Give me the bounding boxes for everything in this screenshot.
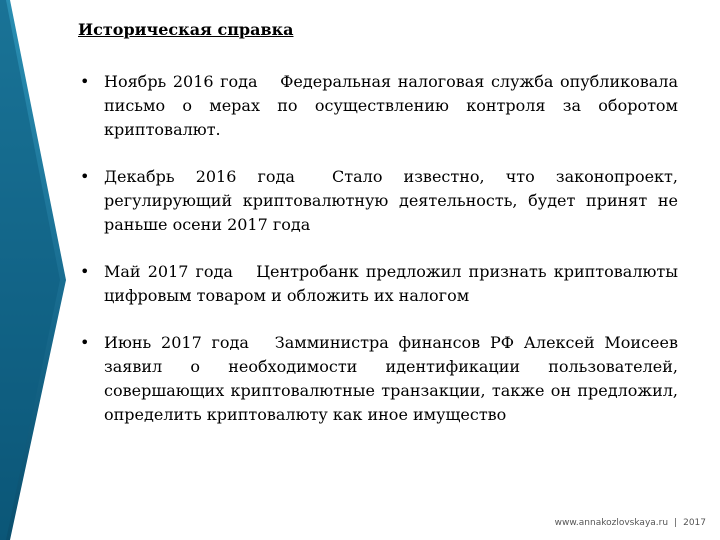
footer-year: 2017 [683,518,706,528]
bullet-date: Май 2017 года [104,262,233,281]
bullet-text: Федеральная налоговая служба опубликовала письмо о мерах по осуществлению контроля за оборотом криптовалют. [104,72,679,139]
bullet-text: Замминистра финансов РФ Алексей Моисеев заявил о необходимости идентификации пользователей, совершающих криптовалютные транзакции, также он предложил, определить криптовалюту как иное имущество [104,333,678,424]
bullet-icon: • [80,262,90,281]
bullet-text: Стало известно, что законопроект, регулирующий криптовалютную деятельность, будет принят не раньше осени 2017 года [104,167,678,234]
bullet-icon: • [80,167,90,186]
bullet-date: Ноябрь 2016 года [104,72,258,91]
footer-separator: | [674,518,678,528]
bullet-text: Центробанк предложил признать криптовалюты цифровым товаром и обложить их налогом [104,262,678,305]
list-item [78,260,678,308]
bullet-icon: • [80,333,90,352]
list-item [78,165,678,237]
list-item [78,331,678,427]
bullet-icon: • [80,72,90,91]
bullet-date: Июнь 2017 года [104,333,249,352]
bullet-list [78,70,678,450]
page-title: Историческая справка [78,20,294,39]
list-item [78,70,678,142]
footer-site-link[interactable]: www.annakozlovskaya.ru [554,518,669,528]
bullet-date: Декабрь 2016 года [104,167,295,186]
footer [555,518,706,528]
